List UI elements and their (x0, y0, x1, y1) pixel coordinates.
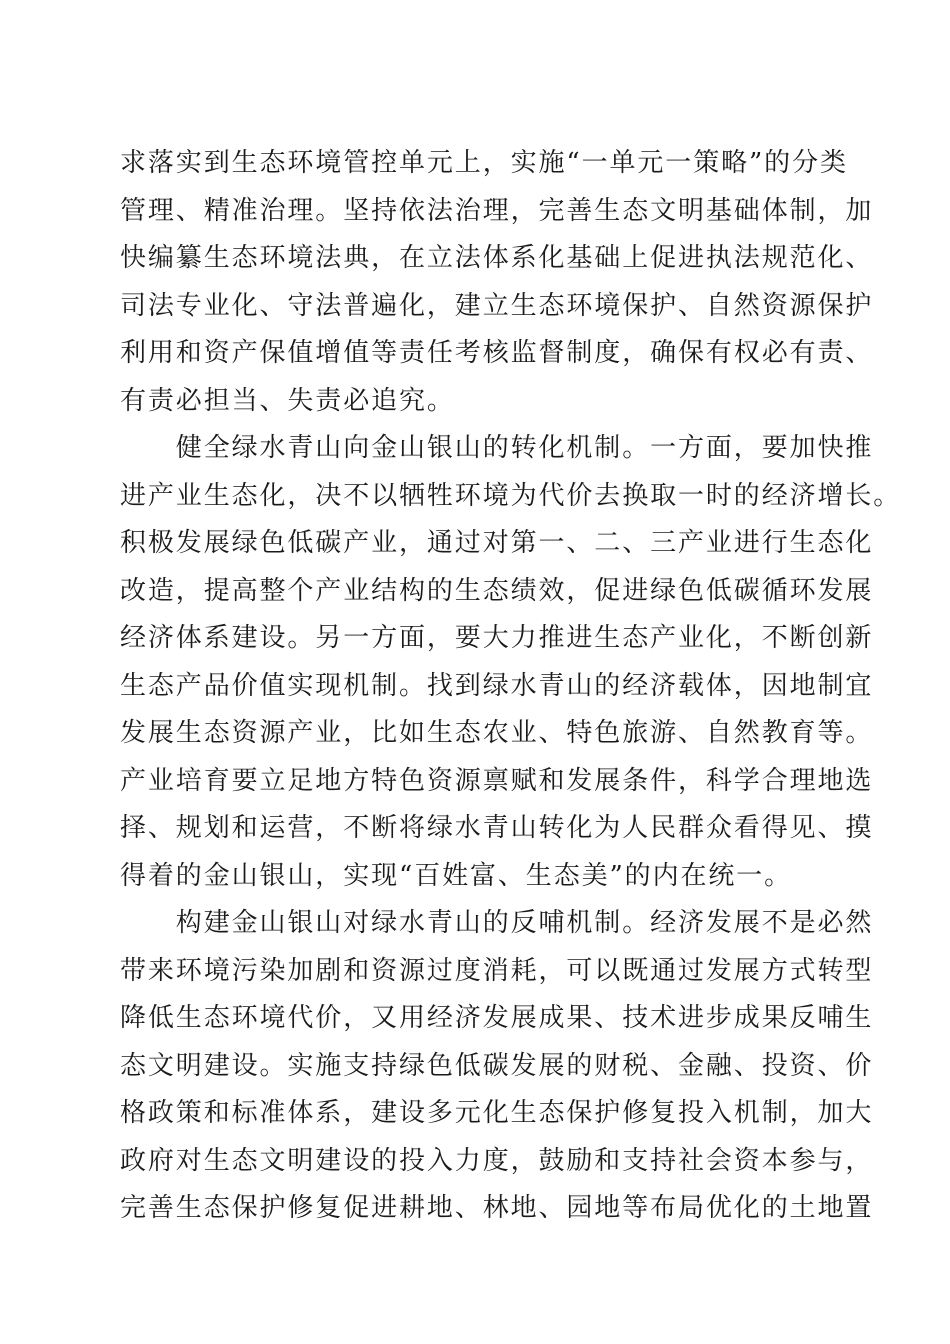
text-line: 进产业生态化，决不以牺牲环境为代价去换取一时的经济增长。 (120, 480, 902, 511)
text-line: 求落实到生态环境管控单元上，实施“一单元一策略”的分类 (120, 148, 848, 178)
paragraph-start-line: 构建金山银山对绿水青山的反哺机制。经济发展不是必然 (120, 908, 874, 938)
text-line: 积极发展绿色低碳产业，通过对第一、二、三产业进行生态化 (120, 528, 874, 558)
text-line: 政府对生态文明建设的投入力度，鼓励和支持社会资本参与， (120, 1145, 874, 1176)
text-line: 得着的金山银山，实现“百姓富、生态美”的内在统一。 (120, 860, 793, 891)
text-line: 快编纂生态环境法典，在立法体系化基础上促进执法规范化、 (120, 243, 874, 273)
text-line: 司法专业化、守法普遍化，建立生态环境保护、自然资源保护 (120, 290, 874, 321)
text-line: 经济体系建设。另一方面，要大力推进生态产业化，不断创新 (120, 623, 874, 653)
paragraph-start-line: 健全绿水青山向金山银山的转化机制。一方面，要加快推 (120, 433, 874, 463)
text-line: 态文明建设。实施支持绿色低碳发展的财税、金融、投资、价 (120, 1050, 874, 1081)
text-line: 管理、精准治理。坚持依法治理，完善生态文明基础体制，加 (120, 195, 874, 226)
text-line: 格政策和标准体系，建设多元化生态保护修复投入机制，加大 (120, 1098, 874, 1128)
text-line: 有责必担当、失责必追究。 (120, 385, 455, 416)
text-line: 产业培育要立足地方特色资源禀赋和发展条件，科学合理地选 (120, 765, 874, 796)
text-line: 择、规划和运营，不断将绿水青山转化为人民群众看得见、摸 (120, 813, 874, 843)
text-line: 利用和资产保值增值等责任考核监督制度，确保有权必有责、 (120, 338, 874, 368)
text-line: 改造，提高整个产业结构的生态绩效，促进绿色低碳循环发展 (120, 575, 874, 606)
text-line: 降低生态环境代价，又用经济发展成果、技术进步成果反哺生 (120, 1003, 874, 1033)
text-line: 生态产品价值实现机制。找到绿水青山的经济载体，因地制宜 (120, 670, 874, 701)
text-line: 发展生态资源产业，比如生态农业、特色旅游、自然教育等。 (120, 718, 874, 748)
body-text (120, 140, 902, 1233)
text-line: 带来环境污染加剧和资源过度消耗，可以既通过发展方式转型 (120, 955, 874, 986)
text-line: 完善生态保护修复促进耕地、林地、园地等布局优化的土地置 (120, 1193, 874, 1223)
